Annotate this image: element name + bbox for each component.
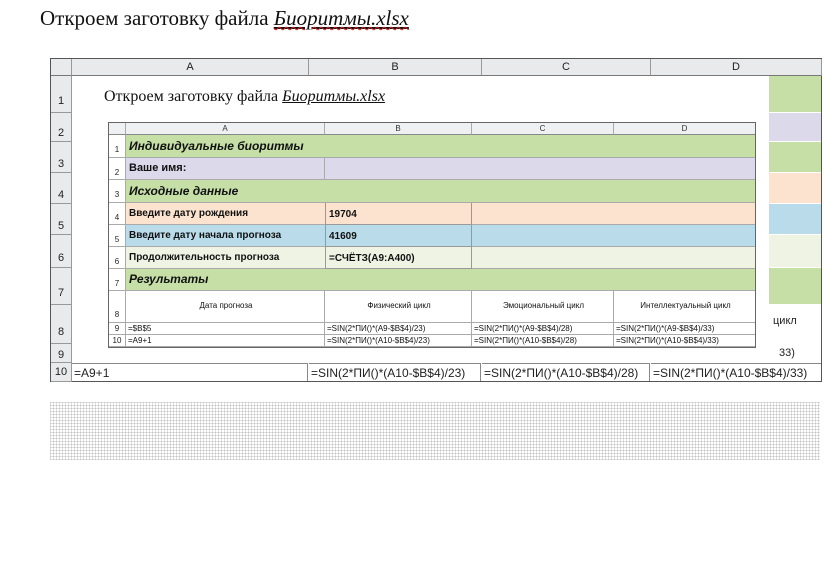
cell-b9[interactable]: =SIN(2*ПИ()*(A9-$B$4)/23) — [325, 323, 472, 335]
inner-row-9[interactable]: 9 — [109, 323, 126, 335]
cell-a7-results[interactable]: Результаты — [126, 269, 755, 291]
cell-a10[interactable]: =A9+1 — [126, 335, 325, 347]
cell-c10[interactable]: =SIN(2*ПИ()*(A10-$B$4)/28) — [472, 335, 614, 347]
outer-row-2[interactable]: 2 — [51, 113, 72, 142]
outer-row-8[interactable]: 8 — [51, 305, 72, 344]
cell-b10[interactable]: =SIN(2*ПИ()*(A10-$B$4)/23) — [325, 335, 472, 347]
cell-c4-fill — [472, 203, 755, 225]
inner-row-1[interactable]: 1 — [109, 135, 126, 158]
inner-row-8[interactable]: 8 — [109, 291, 126, 323]
inner-col-c[interactable]: C — [472, 123, 614, 135]
outer-fill-row4 — [769, 173, 821, 203]
outer-row-3[interactable]: 3 — [51, 142, 72, 173]
outer-col-b[interactable]: B — [309, 59, 482, 76]
inner-title-filename: Биоритмы.xlsx — [282, 88, 386, 105]
header-forecast-date[interactable]: Дата прогноза — [126, 291, 325, 323]
cell-a4-birthdate-label[interactable]: Введите дату рождения — [126, 203, 325, 225]
outer-col-c[interactable]: C — [482, 59, 651, 76]
outer-cell-c10[interactable]: =SIN(2*ПИ()*(A10-$B$4)/28) — [482, 363, 650, 381]
outer-fill-row7 — [769, 268, 821, 304]
outer-fill-row3 — [769, 142, 821, 172]
outer-fill-row5 — [769, 204, 821, 234]
heading-text: Откроем заготовку файла — [40, 6, 274, 30]
outer-cell-b10[interactable]: =SIN(2*ПИ()*(A10-$B$4)/23) — [309, 363, 481, 381]
header-emotional-cycle[interactable]: Эмоциональный цикл — [472, 291, 614, 323]
inner-row-6[interactable]: 6 — [109, 247, 126, 269]
cell-a9[interactable]: =$B$5 — [126, 323, 325, 335]
outer-fill-row6 — [769, 235, 821, 267]
inner-col-b[interactable]: B — [325, 123, 472, 135]
outer-row-5[interactable]: 5 — [51, 204, 72, 235]
cell-c6-fill — [472, 247, 755, 269]
heading-filename: Биоритмы.xlsx — [273, 6, 409, 30]
cell-a6-duration-label[interactable]: Продолжительность прогноза — [126, 247, 325, 269]
inner-row-10[interactable]: 10 — [109, 335, 126, 347]
faded-artifact — [50, 402, 820, 460]
outer-row-7[interactable]: 7 — [51, 268, 72, 305]
cell-a2-name-label[interactable]: Ваше имя: — [126, 158, 325, 180]
inner-row-3[interactable]: 3 — [109, 180, 126, 203]
select-all-corner[interactable] — [51, 59, 72, 76]
cell-b4-birthdate[interactable]: 19704 — [325, 203, 472, 225]
cell-b5-startdate[interactable]: 41609 — [325, 225, 472, 247]
inner-col-d[interactable]: D — [614, 123, 755, 135]
outer-fragment-cycle: цикл — [773, 315, 797, 327]
outer-row-6[interactable]: 6 — [51, 235, 72, 268]
outer-cell-d10[interactable]: =SIN(2*ПИ()*(A10-$B$4)/33) — [651, 363, 821, 381]
cell-b2-name-input[interactable] — [325, 158, 755, 180]
outer-col-a[interactable]: A — [72, 59, 309, 76]
cell-b6-duration[interactable]: =СЧЁТЗ(A9:A400) — [325, 247, 472, 269]
inner-col-a[interactable]: A — [126, 123, 325, 135]
outer-row-9[interactable]: 9 — [51, 344, 72, 363]
cell-a5-startdate-label[interactable]: Введите дату начала прогноза — [126, 225, 325, 247]
inner-row-5[interactable]: 5 — [109, 225, 126, 247]
header-intellectual-cycle[interactable]: Интеллектуальный цикл — [614, 291, 755, 323]
cell-c9[interactable]: =SIN(2*ПИ()*(A9-$B$4)/28) — [472, 323, 614, 335]
inner-screenshot — [86, 82, 768, 348]
cell-a3-source-data[interactable]: Исходные данные — [126, 180, 755, 203]
cell-d10[interactable]: =SIN(2*ПИ()*(A10-$B$4)/33) — [614, 335, 755, 347]
page-heading — [40, 6, 409, 31]
outer-row-10[interactable]: 10 — [51, 363, 72, 382]
header-physical-cycle[interactable]: Физический цикл — [325, 291, 472, 323]
outer-fragment-33: 33) — [779, 347, 795, 359]
inner-row-4[interactable]: 4 — [109, 203, 126, 225]
cell-d9[interactable]: =SIN(2*ПИ()*(A9-$B$4)/33) — [614, 323, 755, 335]
cell-a1-biorhythms[interactable]: Индивидуальные биоритмы — [126, 135, 755, 158]
inner-spreadsheet — [108, 122, 756, 348]
inner-corner[interactable] — [109, 123, 126, 135]
outer-cell-a10[interactable]: =A9+1 — [72, 363, 308, 381]
inner-row-2[interactable]: 2 — [109, 158, 126, 180]
outer-row-1[interactable]: 1 — [51, 76, 72, 113]
cell-c5-fill — [472, 225, 755, 247]
outer-fill-row1 — [769, 76, 821, 112]
outer-row-4[interactable]: 4 — [51, 173, 72, 204]
outer-fill-row2 — [769, 113, 821, 141]
inner-row-7[interactable]: 7 — [109, 269, 126, 291]
inner-title: Откроем заготовку файла Биоритмы.xlsx — [104, 88, 386, 105]
outer-col-d[interactable]: D — [651, 59, 822, 76]
